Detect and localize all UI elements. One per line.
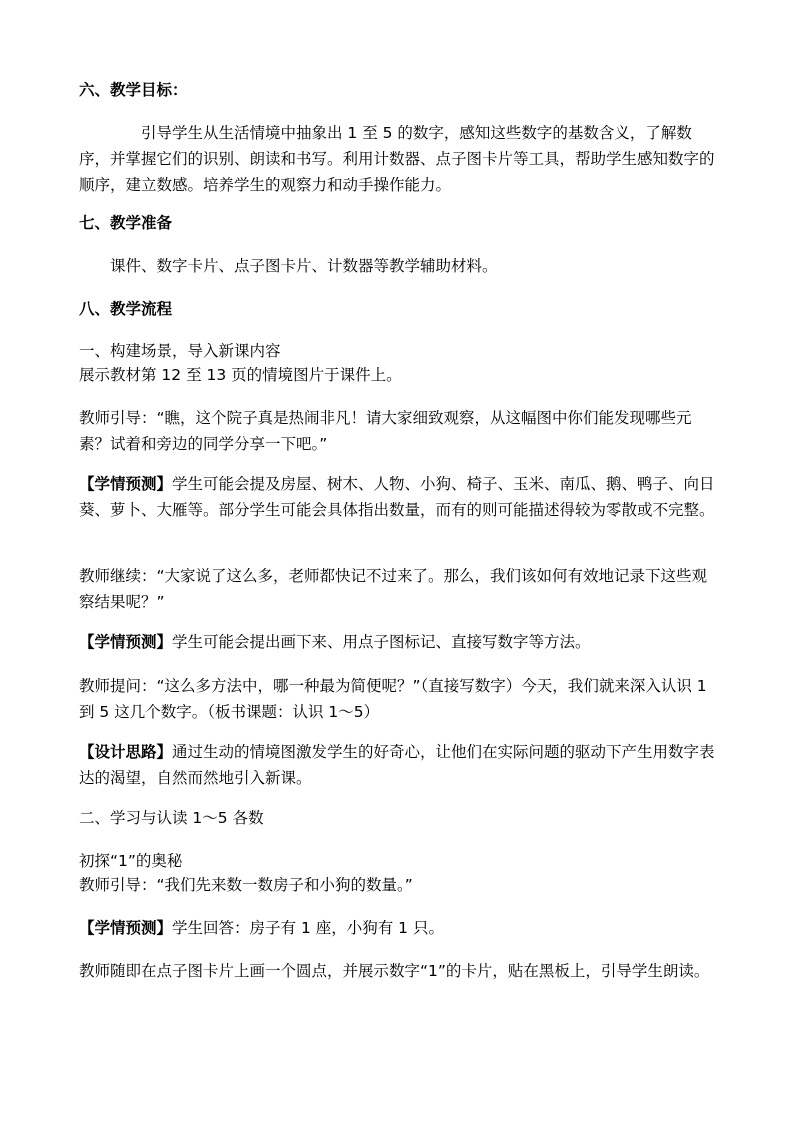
design-idea-tag: 【设计思路】 [79,743,173,761]
section-7-title: 七、教学准备 [79,214,173,232]
paragraph-explore-one-heading: 初探“1”的奥秘 [79,852,183,870]
section-6-body: 引导学生从生活情境中抽象出 1 至 5 的数字，感知这些数字的基数含义，了解数序，并掌握它们的识别、朗读和书写。利用计数器、点子图卡片等工具，帮助学生感知数字的顺序，建立数感。培养学生的观察力和动手操作能力。 [79,124,715,194]
paragraph-teacher-action: 教师随即在点子图卡片上画一个圆点，并展示数字“1”的卡片，贴在黑板上，引导学生朗读。 [79,962,710,980]
paragraph-intro-heading: 一、构建场景，导入新课内容 [79,342,281,360]
prediction-tag: 【学情预测】 [79,919,173,937]
paragraph-intro-text: 展示教材第 12 至 13 页的情境图片于课件上。 [79,366,402,384]
prediction-text: 学生可能会提及房屋、树木、人物、小狗、椅子、玉米、南瓜、鹅、鸭子、向日葵、萝卜、大雁等。部分学生可能会具体指出数量，而有的则可能描述得较为零散或不完整。 [79,475,715,519]
paragraph-teacher-continue: 教师继续：“大家说了这么多，老师都快记不过来了。那么，我们该如何有效地记录下这些观察结果呢？” [79,567,708,611]
prediction-tag: 【学情预测】 [79,633,173,651]
section-6-title: 六、教学目标： [79,81,188,99]
prediction-tag: 【学情预测】 [79,475,173,493]
section-8-title: 八、教学流程 [79,300,173,318]
prediction-text: 学生可能会提出画下来、用点子图标记、直接写数字等方法。 [172,633,591,651]
paragraph-section-two-heading: 二、学习与认读 1～5 各数 [79,809,264,827]
paragraph-prediction-3 [79,915,719,941]
paragraph-teacher-question: 教师提问：“这么多方法中，哪一种最为简便呢？”（直接写数字）今天，我们就来深入认识 1 到 5 这几个数字。（板书课题：认识 1～5） [79,677,707,721]
paragraph-explore-one-text: 教师引导：“我们先来数一数房子和小狗的数量。” [79,876,413,894]
paragraph-prediction-1 [79,471,719,523]
paragraph-prediction-2 [79,629,719,655]
prediction-text: 学生回答：房子有 1 座，小狗有 1 只。 [172,919,444,937]
section-7-body: 课件、数字卡片、点子图卡片、计数器等教学辅助材料。 [110,257,498,275]
paragraph-teacher-guide: 教师引导：“瞧，这个院子真是热闹非凡！请大家细致观察，从这幅图中你们能发现哪些元素？试着和旁边的同学分享一下吧。” [79,409,692,453]
design-idea-text: 通过生动的情境图激发学生的好奇心，让他们在实际问题的驱动下产生用数字表达的渴望，自然而然地引入新课。 [79,743,715,787]
paragraph-design-idea [79,739,719,791]
